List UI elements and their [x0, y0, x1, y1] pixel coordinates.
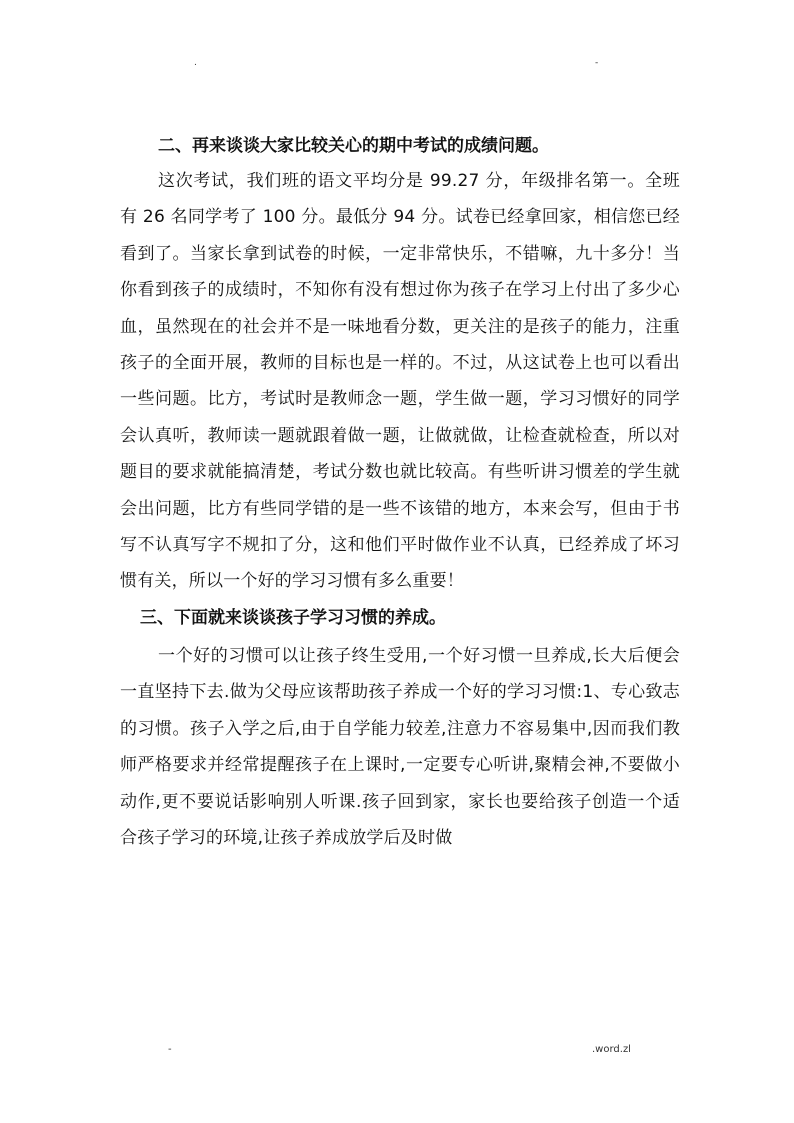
section-2-paragraph: 这次考试，我们班的语文平均分是 99.27 分，年级排名第一。全班有 26 名同学考了 100 分。最低分 94 分。试卷已经拿回家，相信您已经看到了。当家长拿到试卷的时候，一定非常快乐，不错嘛，九十多分！当你看到孩子的成绩时，不知你有没有想过你为孩子在学习上付出了多少心血，虽然现在的社会并不是一味地看分数，更关注的是孩子的能力，注重孩子的全面开展，教师的目标也是一样的。不过，从这试卷上也可以看出一些问题。比方，考试时是教师念一题，学生做一题，学习习惯好的同学会认真听，教师读一题就跟着做一题，让做就做，让检查就检查，所以对题目的要求就能搞清楚，考试分数也就比较高。有些听讲习惯差的学生就会出问题，比方有些同学错的是一些不该错的地方，本来会写，但由于书写不认真写字不规扣了分，这和他们平时做作业不认真，已经养成了坏习惯有关，所以一个好的学习习惯有多么重要！: [120, 171, 680, 592]
footer-right-text: .word.zl: [592, 1044, 631, 1055]
section-2-heading: 二、再来谈谈大家比较关心的期中考试的成绩问题。: [158, 136, 549, 156]
section-3-heading: 三、下面就来谈谈孩子学习习惯的养成。: [140, 607, 446, 628]
header-right-mark: -: [595, 58, 599, 68]
section-3-paragraph: 一个好的习惯可以让孩子终生受用,一个好习惯一旦养成,长大后便会一直坚持下去.做为父母应该帮助孩子养成一个好的学习习惯:1、专心致志的习惯。孩子入学之后,由于自学能力较差,注意力不容易集中,因而我们教师严格要求并经常提醒孩子在上课时,一定要专心听讲,聚精会神,不要做小动作,更不要说话影响别人听课.孩子回到家，家长也要给孩子创造一个适合孩子学习的环境,让孩子养成放学后及时做: [120, 645, 680, 848]
document-body: [120, 130, 680, 856]
header-left-mark: .: [194, 58, 197, 68]
footer-left-mark: -: [168, 1044, 172, 1055]
